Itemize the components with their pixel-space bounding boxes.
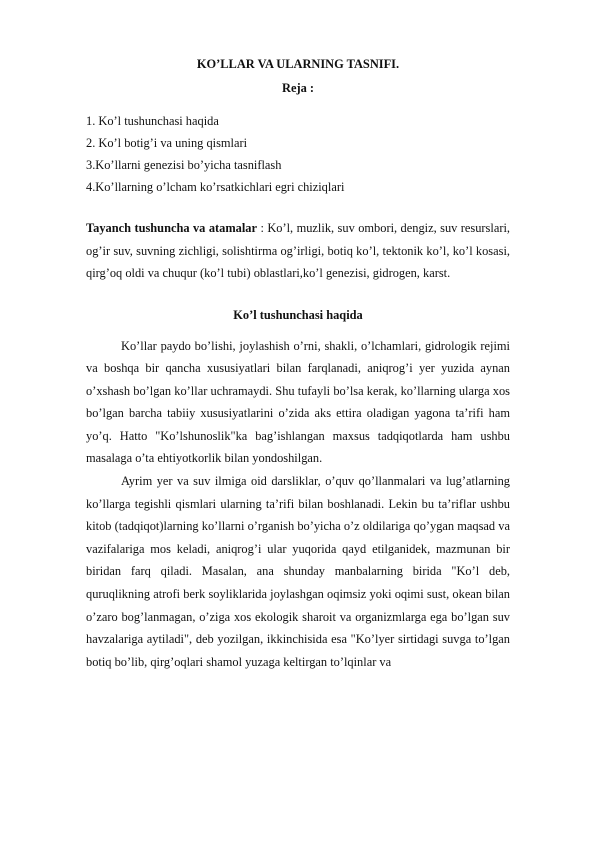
section-heading: Ko’l tushunchasi haqida (233, 307, 363, 322)
plan-heading: Reja : (282, 81, 314, 95)
plan-item: 1. Ko’l tushunchasi haqida (86, 114, 219, 128)
keywords-text: : Ko’l, muzlik, suv ombori, dengiz, suv resurslari, og’ir suv, suvning zichligi, solishtirma og’irligi, botiq ko’l, tektonik ko’l, ko’l kosasi, qirg’oq oldi va chuqur (ko’l tubi) oblastlari,ko’l genezisi, gidrogen, karst. (86, 221, 510, 280)
plan-list (86, 110, 510, 198)
document-page (86, 56, 510, 673)
body-paragraph: Ko’llar paydo bo’lishi, joylashish o’rni, shakli, o’lchamlari, gidrologik rejimi va boshqa bir qancha xususiyatlari bilan farqlanadi, aniqrog’i yer yuzida aynan o’xshash bo’lgan ko’llar uchramaydi. Shu tufayli bo’lsa kerak, ko’llarning ularga xos bo’lgan barcha tabiiy xususiyatlarini o’zida aks ettira oladigan yagona ta’rifi ham yo’q. Hatto "Ko’lshunoslik"ka bag’ishlangan maxsus tadqiqotlarda ham ushbu masalaga o’ta ehtiyotkorlik bilan yondoshilgan. (86, 338, 510, 466)
keywords-paragraph (86, 217, 510, 285)
plan-item: 4.Ko’llarning o’lcham ko’rsatkichlari egri chiziqlari (86, 180, 345, 194)
keywords-label: Tayanch tushuncha va atamalar (86, 221, 257, 235)
document-title: KO’LLAR VA ULARNING TASNIFI. (196, 57, 400, 71)
plan-item: 2. Ko’l botig’i va uning qismlari (86, 136, 248, 150)
body-paragraph: Ayrim yer va suv ilmiga oid darsliklar, o’quv qo’llanmalari va lug’atlarning ko’llarga tegishli qismlari ularning ta’rifi bilan boshlanadi. Lekin bu ta’riflar ushbu kitob (tadqiqot)larning ko’llarni o’rganish bo’yicha o’z oldilariga qo’ygan maqsad va vazifalariga mos keladi, aniqrog’i ular yuqorida qayd etilganidek, mazmunan bir biridan farq qiladi. Masalan, ana shunday manbalarning birida "Ko’l deb, quruqlikning atrofi berk soyliklarida joylashgan oqimsiz yoki oqimi sust, okean bilan o’zaro bog’lanmagan, o’ziga xos ekologik sharoit va organizmlarga ega bo’lgan suv havzalariga aytiladi", deb yozilgan, ikkinchisida esa "Ko’lyer sirtidagi suvga to’lgan botiq bo’lib, qirg’oqlari shamol yuzaga keltirgan to’lqinlar va (86, 474, 510, 669)
plan-item: 3.Ko’llarni genezisi bo’yicha tasniflash (86, 158, 282, 172)
